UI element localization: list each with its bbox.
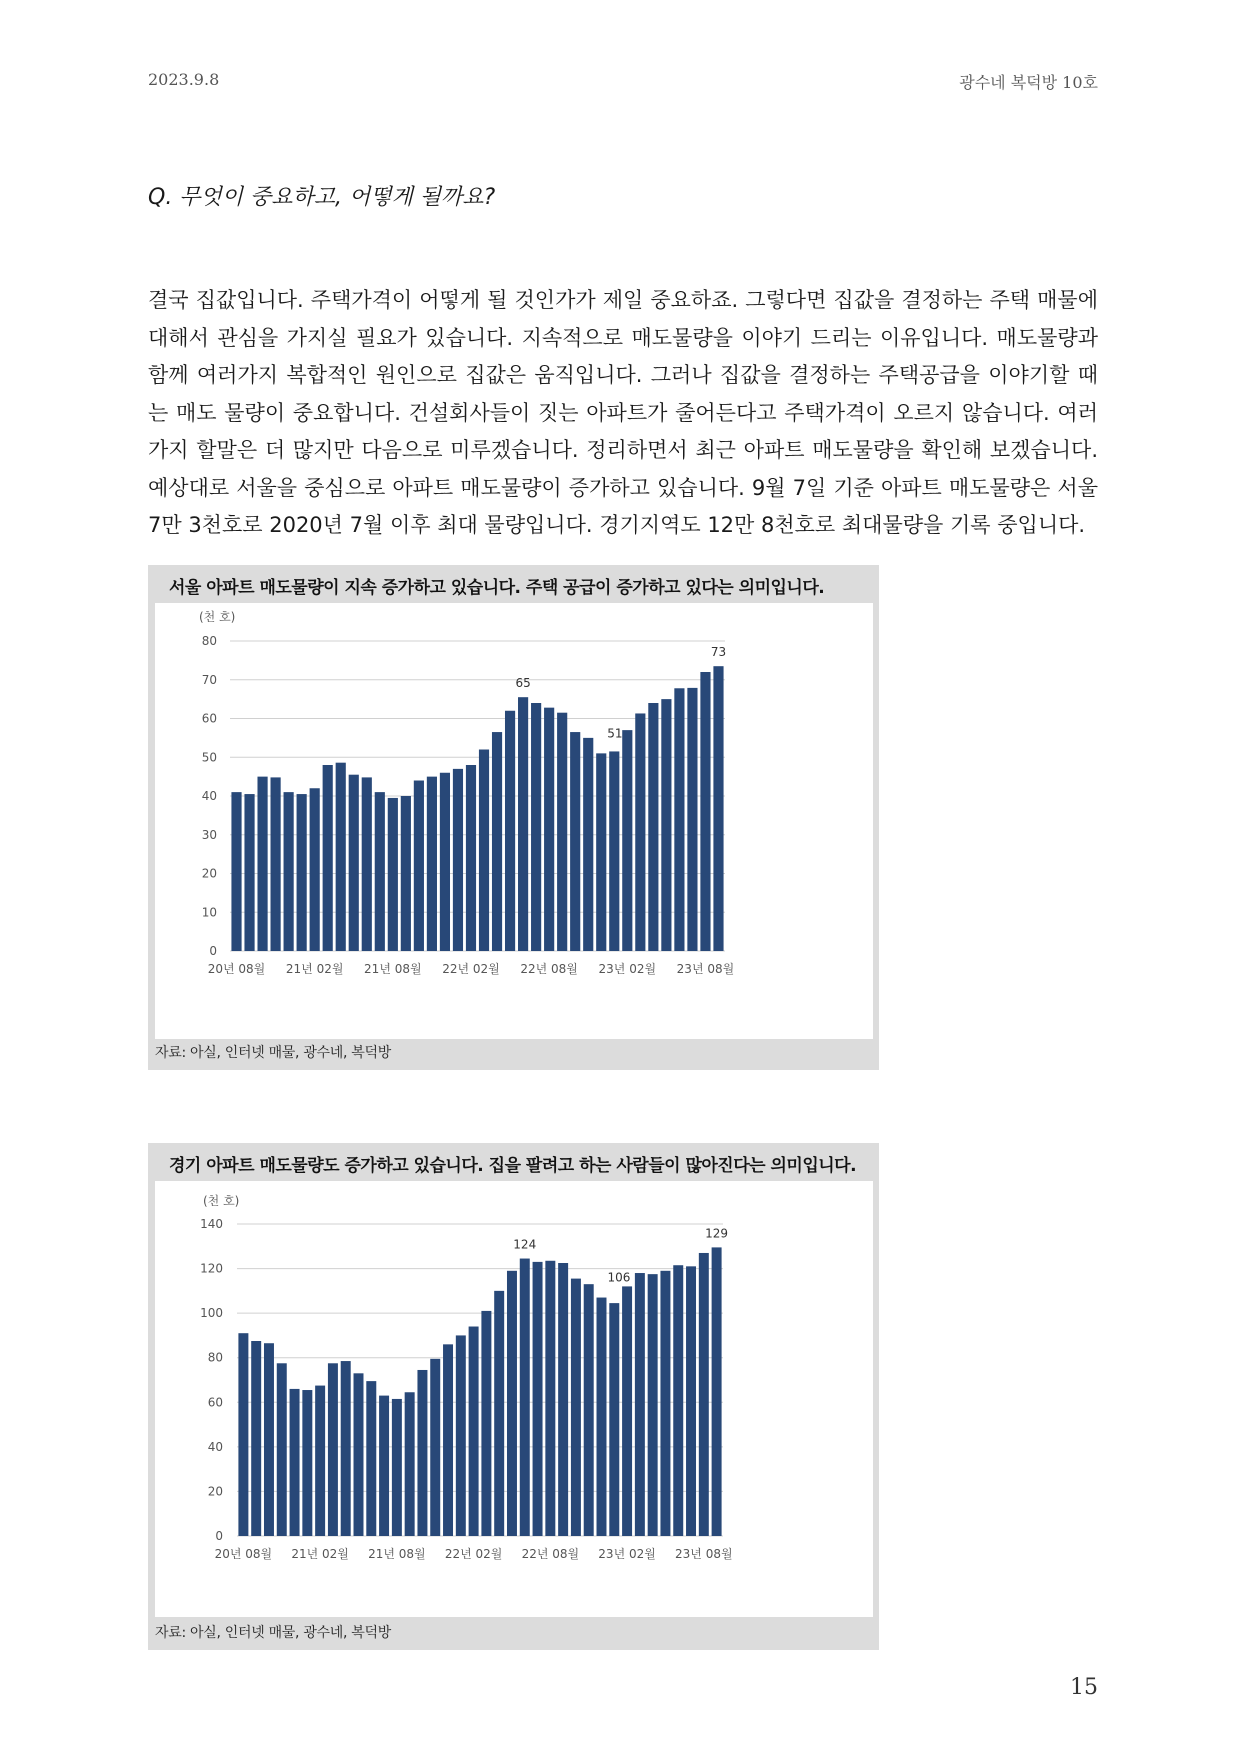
y-tick-label: 80 [207,1350,223,1365]
bar [479,750,489,952]
x-tick-label: 20년 08월 [207,962,266,976]
gyeonggi-chart-figure [148,1143,879,1650]
chart-plot-area [155,1181,873,1617]
bar [417,1370,427,1536]
y-tick-label: 40 [207,1439,223,1454]
bar [687,688,697,951]
bar [660,1271,670,1536]
bar [494,1291,504,1536]
bar [366,1381,376,1536]
bar [557,713,567,951]
bar [349,775,359,951]
bar [570,732,580,951]
bar [456,1335,466,1536]
bar [315,1386,325,1536]
bar [392,1399,402,1536]
x-tick-label: 23년 08월 [676,962,735,976]
y-tick-label: 100 [200,1306,223,1321]
bar [375,792,385,951]
unit-label: (천 호) [203,1194,240,1208]
bar [505,711,515,951]
x-tick-label: 22년 02월 [444,1547,503,1561]
bar [558,1263,568,1536]
y-tick-label: 140 [200,1217,223,1231]
bar [310,788,320,951]
bar [700,672,710,951]
bar [635,713,645,951]
bar [453,769,463,951]
x-tick-label: 21년 08월 [368,1547,426,1561]
data-label: 124 [513,1237,537,1252]
figure-title: 경기 아파트 매도물량도 증가하고 있습니다. 집을 팔려고 하는 사람들이 많아진다는 의미입니다. [169,1156,857,1176]
bar [584,1284,594,1536]
x-tick-label: 23년 08월 [675,1547,733,1561]
bar [443,1344,453,1536]
bar [520,1259,530,1536]
figure-source: 자료: 아실, 인터넷 매물, 광수네, 복덕방 [155,1625,391,1641]
bar [713,666,723,951]
bar [531,703,541,951]
y-tick-label: 70 [201,672,217,687]
bar [231,792,241,951]
y-tick-label: 60 [207,1395,223,1410]
bar [533,1262,543,1536]
bar [238,1333,248,1536]
bar [648,1274,658,1536]
data-label: 106 [607,1270,631,1285]
bar [388,798,398,951]
x-tick-label: 22년 02월 [442,962,500,976]
bar [661,699,671,951]
y-tick-label: 80 [201,634,217,648]
header-title: 광수네 복덕방 10호 [959,73,1098,92]
bar [583,738,593,951]
y-tick-label: 40 [201,789,217,803]
x-tick-label: 20년 08월 [214,1547,273,1561]
bar [699,1253,709,1536]
bar [284,792,294,951]
x-tick-label: 23년 02월 [598,1547,656,1561]
bar [466,765,476,951]
y-tick-label: 120 [200,1261,223,1276]
bar [257,777,267,951]
bar [414,781,424,952]
header-date: 2023.9.8 [148,70,220,89]
y-tick-label: 0 [215,1529,223,1543]
bar [545,1261,555,1536]
bar [609,751,619,951]
bar [481,1311,491,1536]
bar [507,1271,517,1536]
bar [271,777,281,951]
bar [336,763,346,951]
x-tick-label: 21년 08월 [364,962,422,976]
bar [401,796,411,951]
bar [440,773,450,951]
y-tick-label: 20 [207,1484,223,1499]
bar [648,703,658,951]
bar [622,730,632,951]
bar [597,1298,607,1536]
bar [712,1247,722,1536]
bar [405,1392,415,1536]
bar [302,1390,312,1536]
bar [290,1389,300,1536]
bar [673,1265,683,1536]
bar [622,1286,632,1536]
x-tick-label: 22년 08월 [521,1547,580,1561]
question-heading: Q. 무엇이 중요하고, 어떻게 될까요? [148,185,496,210]
y-tick-label: 0 [209,944,217,958]
bar [674,688,684,951]
data-label: 73 [710,645,727,660]
chart-plot-area [155,603,873,1039]
page-number: 15 [1070,1675,1098,1700]
x-tick-label: 23년 02월 [598,962,657,976]
bar [609,1303,619,1536]
unit-label: (천 호) [199,610,236,624]
x-tick-label: 22년 08월 [520,962,578,976]
y-tick-label: 30 [201,827,217,842]
bar [264,1343,274,1536]
bar [596,753,606,951]
bar [492,732,502,951]
body-paragraph: 결국 집값입니다. 주택가격이 어떻게 될 것인가가 제일 중요하죠. 그렇다면 집값을 결정하는 주택 매물에 대해서 관심을 가지실 필요가 있습니다. 지속적으로 매도물량을 이야기 드리는 이유입니다. 매도물량과 함께 여러가지 복합적인 원인으로 집값은 움직입니다. 그러나 집값을 결정하는 주택공급을 이야기할 때는 매도 물량이 중요합니다. 건설회사들이 짓는 아파트가 줄어든다고 주택가격이 오르지 않습니다. 여러가지 할말은 더 많지만 다음으로 미루겠습니다. 정리하면서 최근 아파트 매도물량을 확인해 보겠습니다. 예상대로 서울을 중심으로 아파트 매도물량이 증가하고 있습니다. 9월 7일 기준 아파트 매도물량은 서울 7만 3천호로 2020년 7월 이후 최대 물량입니다. 경기지역도 12만 8천호로 최대물량을 기록 중입니다. [148,288,1098,537]
bar [251,1341,261,1536]
bar [430,1359,440,1536]
bar [362,777,372,951]
seoul-chart-figure [148,565,879,1070]
bar [635,1273,645,1536]
y-tick-label: 60 [201,711,217,726]
data-label: 129 [705,1226,729,1241]
bar [686,1266,696,1536]
bar [427,777,437,951]
figure-title: 서울 아파트 매도물량이 지속 증가하고 있습니다. 주택 공급이 증가하고 있다는 의미입니다. [169,578,825,598]
data-label: 65 [515,676,531,691]
bar [297,794,307,951]
bar [379,1396,389,1536]
bar [469,1327,479,1536]
seoul-bar-chart [155,603,873,1039]
bar [518,697,528,951]
figure-source: 자료: 아실, 인터넷 매물, 광수네, 복덕방 [155,1045,391,1061]
bar [544,708,554,951]
bar [323,765,333,951]
bar [328,1363,338,1536]
x-tick-label: 21년 02월 [291,1547,349,1561]
bar [277,1363,287,1536]
bar [354,1373,364,1536]
data-label: 51 [607,726,623,741]
bar [244,794,254,951]
x-tick-label: 21년 02월 [285,962,344,976]
bar [341,1361,351,1536]
bar [571,1279,581,1536]
gyeonggi-bar-chart [155,1181,873,1617]
y-tick-label: 50 [201,750,217,765]
y-tick-label: 20 [201,866,217,881]
y-tick-label: 10 [201,905,217,920]
